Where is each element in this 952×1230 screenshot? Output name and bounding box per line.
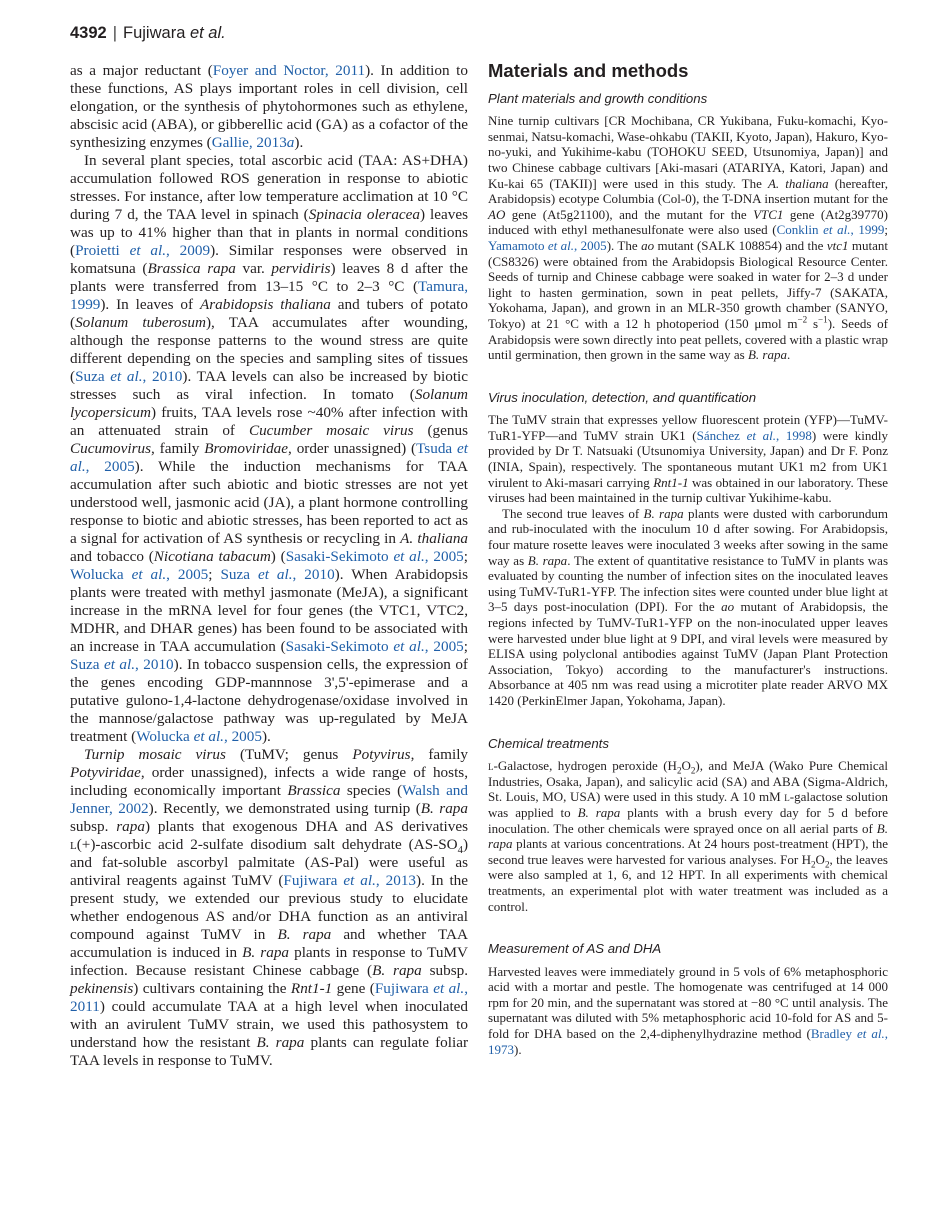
header-separator: | <box>112 24 118 42</box>
citation-link[interactable]: Sasaki-Sekimoto et al., 2005 <box>285 548 464 565</box>
citation-link[interactable]: Foyer and Noctor, 2011 <box>212 62 366 79</box>
subsection-heading: Measurement of AS and DHA <box>488 941 662 957</box>
citation-link[interactable]: Suza et al., 2010 <box>220 566 335 583</box>
citation-link[interactable]: Suza et al., 2010 <box>70 656 174 673</box>
citation-link[interactable]: Tamura, 1999 <box>70 278 468 313</box>
running-header <box>70 24 226 43</box>
subsection-heading: Plant materials and growth conditions <box>488 90 708 106</box>
citation-link[interactable]: Bradley et al., 1973 <box>488 1026 888 1057</box>
section-title: Materials and methods <box>488 60 689 81</box>
citation-link[interactable]: Sánchez et al., 1998 <box>696 427 812 443</box>
citation-link[interactable]: Conklin et al., 1999 <box>776 222 885 238</box>
methods-paragraph: Harvested leaves were immediately ground in 5 vols of 6% metaphosphoric acid with a mortar and pestle. The homogenate was centrifuged at 14 000 rpm for 20 min, and the supernatant was stored at −80 °C until analysis. The supernatant was diluted with 5% metaphosphoric acid 10-fold for AS and 5-fold for DHA based on the 2,4-diphenylhydrazine method (Bradley et al., 1973). <box>488 963 888 1057</box>
citation-link[interactable]: Tsuda et al., 2005 <box>70 440 468 475</box>
page-number: 4392 <box>70 24 107 42</box>
citation-link[interactable]: Suza et al., 2010 <box>75 368 183 385</box>
intro-paragraph: as a major reductant (Foyer and Noctor, 2011). In addition to these functions, AS plays important roles in cell division, cell elongation, or the synthesis of phytohormones such as ethylene, abscisic acid (ABA), or gibberellic acid (GA) as a cofactor of the synthesizing enzymes (Gallie, 2013a). <box>70 62 468 151</box>
citation-link[interactable]: Wolucka et al., 2005 <box>136 728 262 745</box>
methods-paragraph: Nine turnip cultivars [CR Mochibana, CR Yukibana, Fuku-komachi, Kyo-senmai, Natsu-komachi, Wase-ohkabu (TAKII, Kyoto, Japan), Hakuro, Kyo-no-yuki, and Yukihime-kabu (TOHOKU SEED, Utsunomiya, Japan)] and two Chinese cabbage cultivars [Aki-masari (ATARIYA, Katori, Japan) and Ku-kai 65 (TAKII)] were used in this study. The A. thaliana (hereafter, Arabidopsis) ecotype Columbia (Col-0), the T-DNA insertion mutant for the AO gene (At5g21100), and the mutant for the VTC1 gene (At2g39770) induced with ethyl methanesulfonate were also used (Conklin et al., 1999; Yamamoto et al., 2005). The ao mutant (SALK 108854) and the vtc1 mutant (CS8326) were obtained from the Arabidopsis Biological Resource Center. Seeds of turnip and Chinese cabbage were soaked in water for 2–3 d under light to hasten germination, sown in peat pellets, Jiffy-7 (SAKATA, Yokohama, Japan), and grown in an MLR-350 growth chamber (SANYO, Tokyo) at 21 °C with a 12 h photoperiod (150 μmol $m^{-2}$ $s^{-1}$). Seeds of Arabidopsis were sown directly into peat pellets, covered with a plastic wrap until germination, then grown in the same way as B. rapa. <box>488 113 889 363</box>
citation-link[interactable]: Walsh and Jenner, 2002 <box>70 782 468 817</box>
left-column <box>70 62 468 1070</box>
subsection-heading: Chemical treatments <box>488 735 609 751</box>
running-authors: Fujiwara et al. <box>123 24 226 42</box>
intro-paragraph: In several plant species, total ascorbic acid (TAA: AS+DHA) accumulation followed ROS generation in response to abiotic stresses. For instance, after low temperature acclimation at 10 °C during 7 d, the TAA level in spinach (Spinacia oleracea) leaves was up to 41% higher than that in plants in normal conditions (Proietti et al., 2009). Similar responses were observed in komatsuna (Brassica rapa var. pervidiris) leaves 8 d after the plants were transferred from 13–15 °C to 2–3 °C (Tamura, 1999). In leaves of Arabidopsis thaliana and tubers of potato (Solanum tuberosum), TAA accumulates after wounding, although the response patterns to the wound stress are quite different depending on the species and sampling sites of tissues (Suza et al., 2010). TAA levels can also be increased by biotic stresses such as viral infection. In tomato (Solanum lycopersicum) fruits, TAA levels rose ~40% after infection with an attenuated strain of Cucumber mosaic virus (genus Cucumovirus, family Bromoviridae, order unassigned) (Tsuda et al., 2005). While the induction mechanisms for TAA accumulation after such abiotic and biotic stresses are not yet understood well, jasmonic acid (JA), a plant hormone controlling response to biotic and abiotic stresses, has been reported to act as a signal for activation of AS synthesis or recycling in A. thaliana and tobacco (Nicotiana tabacum) (Sasaki-Sekimoto et al., 2005; Wolucka et al., 2005; Suza et al., 2010). When Arabidopsis plants were treated with methyl jasmonate (MeJA), a significant increase in the mRNA level for four genes (the VTC1, VTC2, MDHR, and DHAR genes) has been found to be associated with an increase in TAA accumulation (Sasaki-Sekimoto et al., 2005; Suza et al., 2010). In tobacco suspension cells, the expression of the genes encoding GDP-mannnose 3',5'-epimerase and a putative gulono-1,4-lactone dehydrogenase/oxidase involved in the mannose/galactose pathway was up-regulated by MeJA treatment (Wolucka et al., 2005). <box>70 152 469 745</box>
citation-link[interactable]: Yamamoto et al., 2005 <box>488 237 607 253</box>
right-column <box>488 62 888 1057</box>
citation-link[interactable]: Proietti et al., 2009 <box>75 242 211 259</box>
citation-link[interactable]: Wolucka et al., 2005 <box>70 566 209 583</box>
citation-link[interactable]: Fujiwara et al., 2011 <box>70 980 468 1015</box>
citation-link[interactable]: Sasaki-Sekimoto et al., 2005 <box>285 638 464 655</box>
methods-paragraph: l-Galactose, hydrogen peroxide $(H_2O_2)$, and MeJA (Wako Pure Chemical Industries, Osaka, Japan), and salicylic acid (SA) and ABA (Sigma-Aldrich, St. Louis, MO, USA) were used in this study. A 10 mM l-galactose solution was applied to B. rapa plants with a brush every day for 5 d before inoculation. The other chemicals were sprayed once on all aerial parts of B. rapa plants at various concentrations. At 24 hours post-treatment (HPT), the second true leaves were harvested for various analyses. For $H_2O_2$, the leaves were also sampled at 1, 6, and 12 HPT. In all experiments with chemical treatments, an experimental plot with water treatment was included as a control. <box>488 758 889 914</box>
intro-paragraph: Turnip mosaic virus (TuMV; genus Potyvirus, family Potyviridae, order unassigned), infects a wide range of hosts, including economically important Brassica species (Walsh and Jenner, 2002). Recently, we demonstrated using turnip (B. rapa subsp. rapa) plants that exogenous DHA and AS derivatives l(+)-ascorbic acid 2-sulfate disodium salt dehydrate $(AS-SO_4)$ and fat-soluble ascorbyl palmitate (AS-Pal) were useful as antiviral reagents against TuMV (Fujiwara et al., 2013). In the present study, we extended our previous study to elucidate whether endogenous AS and/or DHA function as an antiviral compound against TuMV in B. rapa and whether TAA accumulation is induced in B. rapa plants in response to TuMV infection. Because resistant Chinese cabbage (B. rapa subsp. pekinensis) cultivars containing the Rnt1-1 gene (Fujiwara et al., 2011) could accumulate TAA at a high level when inoculated with an avirulent TuMV strain, we used this pathosystem to understand how the resistant B. rapa plants can regulate foliar TAA levels in response to TuMV. <box>70 746 469 1069</box>
subsection-heading: Virus inoculation, detection, and quantification <box>488 389 757 405</box>
methods-paragraph: The TuMV strain that expresses yellow fluorescent protein (YFP)—TuMV-TuR1-YFP—and TuMV strain UK1 (Sánchez et al., 1998) were kindly provided by Dr T. Natsuaki (Utsunomiya University, Japan) and Dr F. Ponz (INIA, Spain), respectively. The spontaneous mutant UK1 m2 from UK1 virulent to Aki-masari carrying Rnt1-1 was obtained in our laboratory. These viruses had been maintained in the turnip cultivar Yukihime-kabu. <box>488 412 889 506</box>
citation-link[interactable]: Fujiwara et al., 2013 <box>283 872 417 889</box>
citation-link[interactable]: Gallie, 2013a <box>211 134 295 151</box>
methods-paragraph: The second true leaves of B. rapa plants were dusted with carborundum and rub-inoculated with the inoculum 10 d after sowing. For Arabidopsis, four mature rosette leaves were inoculated 3 weeks after sowing in the same way as B. rapa. The extent of quantitative resistance to TuMV in plants was evaluated by counting the number of infection sites on the inoculated leaves using TuMV-TuR1-YFP. The infection sites were counted under blue light at 3–5 days post-inoculation (DPI). For the ao mutant of Arabidopsis, the regions infected by TuMV-TuR1-YFP on the non-inoculated upper leaves were harvested under blue light at 9 DPI, and viral levels were measured by ELISA using polyclonal antibodies against TuMV (Japan Plant Protection Association, Tokyo) according to the manufacturer's instructions. Absorbance at 405 nm was read using a microtiter plate reader ARVO MX 1420 (PerkinElmer Japan, Yokohama, Japan). <box>488 505 888 708</box>
